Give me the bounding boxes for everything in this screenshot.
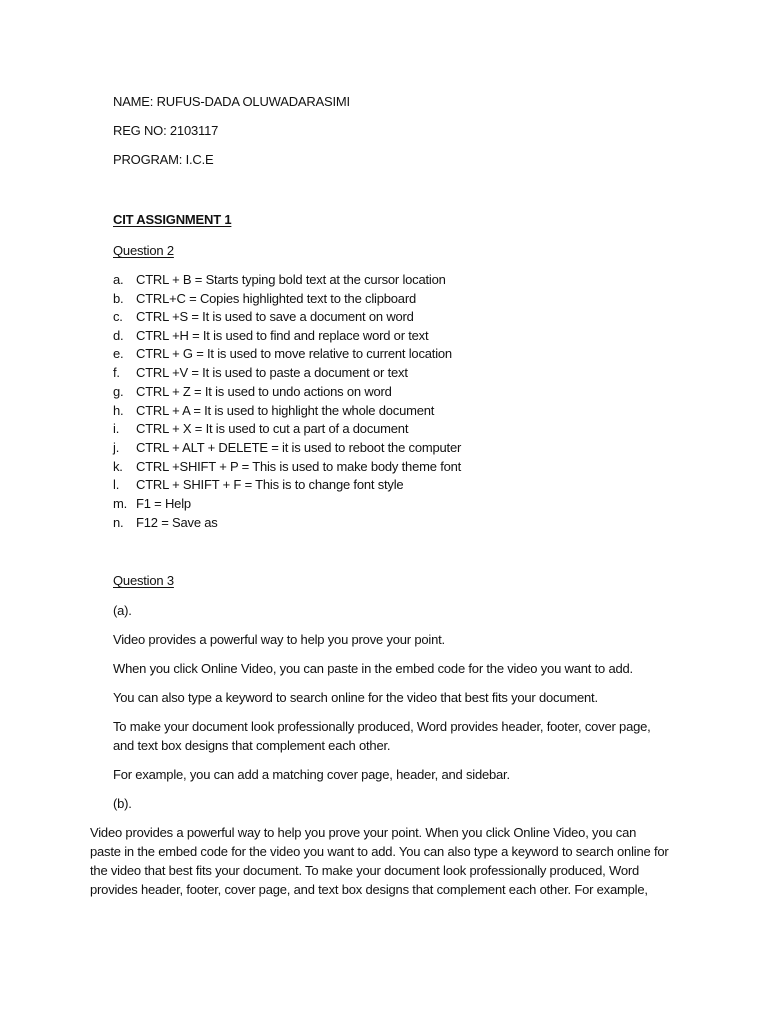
program: PROGRAM: I.C.E (113, 152, 214, 167)
list-item (113, 459, 461, 474)
list-item (113, 346, 452, 361)
student-name: NAME: RUFUS-DADA OLUWADARASIMI (113, 94, 350, 109)
list-item-text: CTRL + A = It is used to highlight the whole document (136, 403, 435, 418)
list-marker: f. (113, 365, 120, 380)
list-item (113, 496, 191, 511)
list-marker: n. (113, 515, 124, 530)
list-marker: i. (113, 421, 120, 436)
list-item-text: F12 = Save as (136, 515, 218, 530)
list-item (113, 384, 392, 399)
list-item (113, 328, 428, 343)
paragraph-line: the video that best fits your document. To make your document look professionally produced, Word (90, 863, 640, 878)
list-item (113, 365, 408, 380)
list-item-text: CTRL +SHIFT + P = This is used to make body theme font (136, 459, 462, 474)
list-item (113, 440, 461, 455)
list-marker: e. (113, 346, 124, 361)
question-3-heading: Question 3 (113, 573, 174, 588)
paragraph-line: To make your document look professionally produced, Word provides header, footer, cover page, (113, 719, 651, 734)
list-item-text: CTRL+C = Copies highlighted text to the clipboard (136, 291, 416, 306)
list-marker: c. (113, 309, 123, 324)
list-item (113, 291, 416, 306)
list-item-text: F1 = Help (136, 496, 191, 511)
list-item (113, 421, 408, 436)
list-marker: j. (113, 440, 120, 455)
paragraph-line: When you click Online Video, you can paste in the embed code for the video you want to add. (113, 661, 633, 676)
list-item-text: CTRL + X = It is used to cut a part of a document (136, 421, 409, 436)
list-marker: g. (113, 384, 124, 399)
list-item (113, 477, 403, 492)
list-item (113, 515, 218, 530)
list-item-text: CTRL + G = It is used to move relative to current location (136, 346, 452, 361)
registration-number: REG NO: 2103117 (113, 123, 219, 138)
paragraph-line: paste in the embed code for the video you want to add. You can also type a keyword to search online for (90, 844, 669, 859)
list-item-text: CTRL + B = Starts typing bold text at the cursor location (136, 272, 446, 287)
list-item-text: CTRL + ALT + DELETE = it is used to reboot the computer (136, 440, 462, 455)
list-item-text: CTRL + Z = It is used to undo actions on word (136, 384, 392, 399)
list-item (113, 403, 434, 418)
list-item (113, 272, 446, 287)
list-marker: k. (113, 459, 123, 474)
question-2-heading: Question 2 (113, 243, 174, 258)
list-marker: b. (113, 291, 124, 306)
paragraph-line: Video provides a powerful way to help you prove your point. (113, 632, 445, 647)
list-item-text: CTRL +S = It is used to save a document on word (136, 309, 414, 324)
list-item-text: CTRL +H = It is used to find and replace word or text (136, 328, 429, 343)
list-marker: h. (113, 403, 124, 418)
list-marker: a. (113, 272, 124, 287)
list-marker: l. (113, 477, 120, 492)
paragraph-line: provides header, footer, cover page, and text box designs that complement each other. For example, (90, 882, 648, 897)
paragraph-line: Video provides a powerful way to help you prove your point. When you click Online Video, you can (90, 825, 637, 840)
list-item-text: CTRL + SHIFT + F = This is to change font style (136, 477, 404, 492)
list-marker: m. (113, 496, 128, 511)
paragraph-line: and text box designs that complement each other. (113, 738, 391, 753)
part-b-label: (b). (113, 796, 132, 811)
paragraph-line: For example, you can add a matching cover page, header, and sidebar. (113, 767, 510, 782)
list-item (113, 309, 414, 324)
paragraph-line: You can also type a keyword to search online for the video that best fits your document. (113, 690, 598, 705)
list-item-text: CTRL +V = It is used to paste a document or text (136, 365, 408, 380)
part-a-label: (a). (113, 603, 132, 618)
assignment-title: CIT ASSIGNMENT 1 (113, 212, 232, 227)
list-marker: d. (113, 328, 124, 343)
